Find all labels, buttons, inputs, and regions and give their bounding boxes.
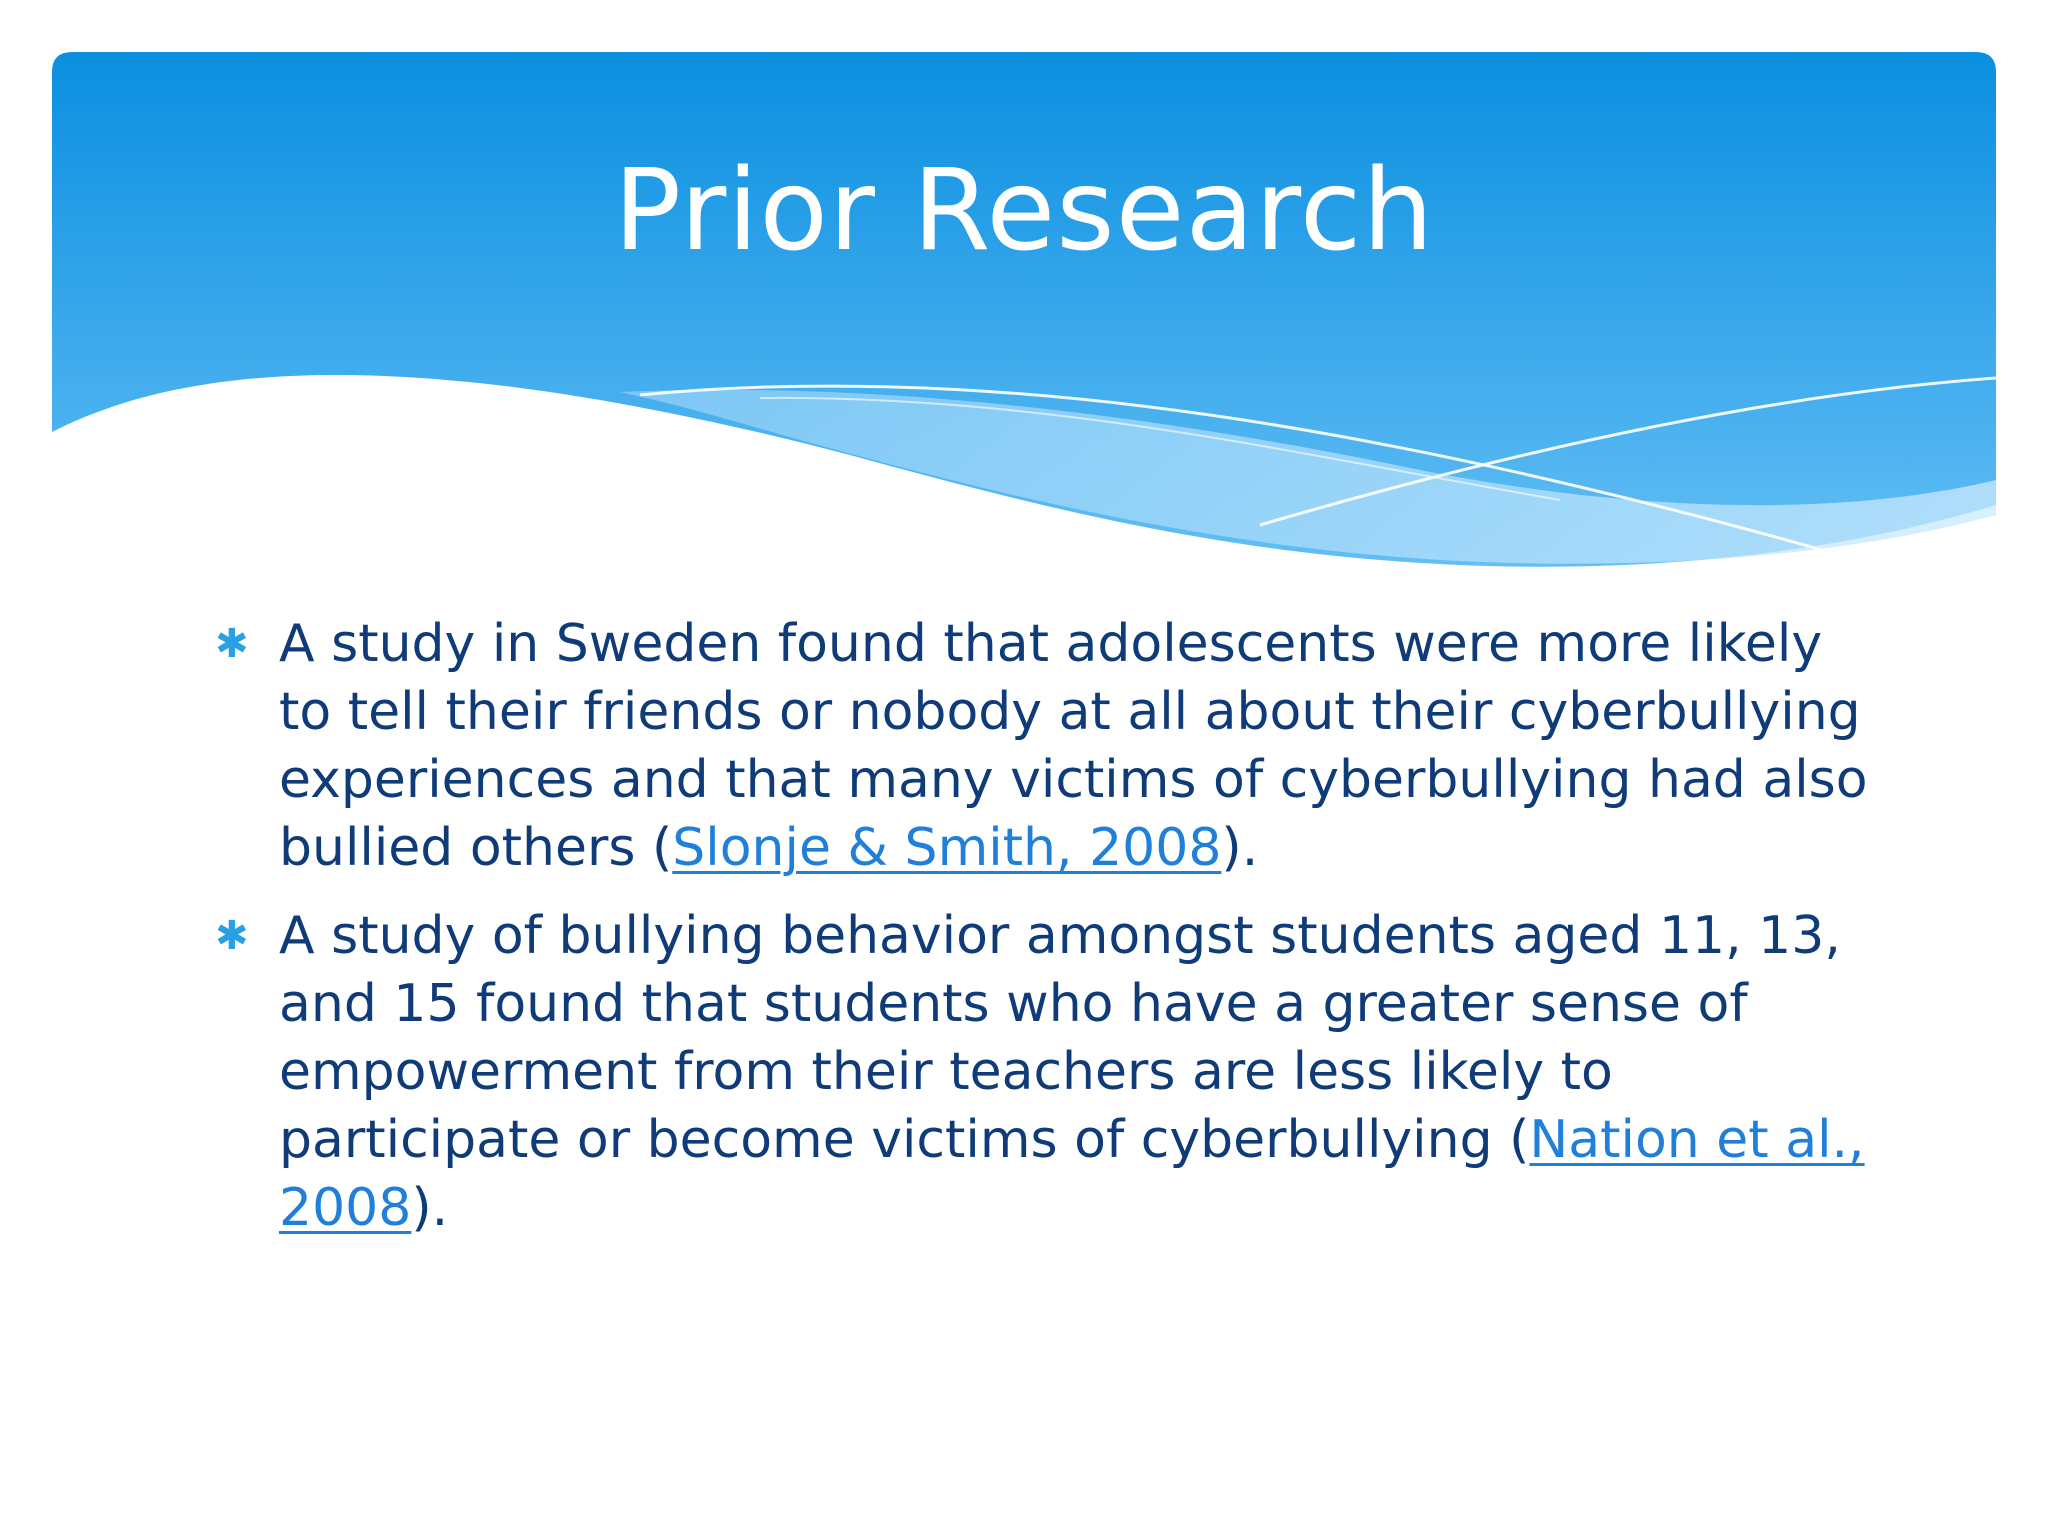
bullet-1-text-end: ). xyxy=(1221,818,1259,878)
asterisk-icon: ✱ xyxy=(215,913,249,959)
citation-link-nation-et-al[interactable]: Nation et al., 2008 xyxy=(279,1110,1865,1238)
bullet-2-text-end: ). xyxy=(411,1178,449,1238)
bullet-item-2 xyxy=(215,902,1875,1242)
bullet-1-text: A study in Sweden found that adolescents were more likely to tell their friends or nobody at all about their cyberbullying experiences and that many victims of cyberbullying had also bullied others ( xyxy=(279,614,1868,878)
asterisk-icon: ✱ xyxy=(215,621,249,667)
slide-title: Prior Research xyxy=(613,146,1435,276)
header-wave-art xyxy=(0,0,2048,600)
bullet-2-text: A study of bullying behavior amongst students aged 11, 13, and 15 found that students who have a greater sense of empowerment from their teachers are less likely to participate or become victims of cyberbullying ( xyxy=(279,906,1841,1170)
bullet-list xyxy=(215,610,1875,1262)
bullet-item-1 xyxy=(215,610,1875,882)
citation-link-slonje-smith[interactable]: Slonje & Smith, 2008 xyxy=(672,818,1222,878)
